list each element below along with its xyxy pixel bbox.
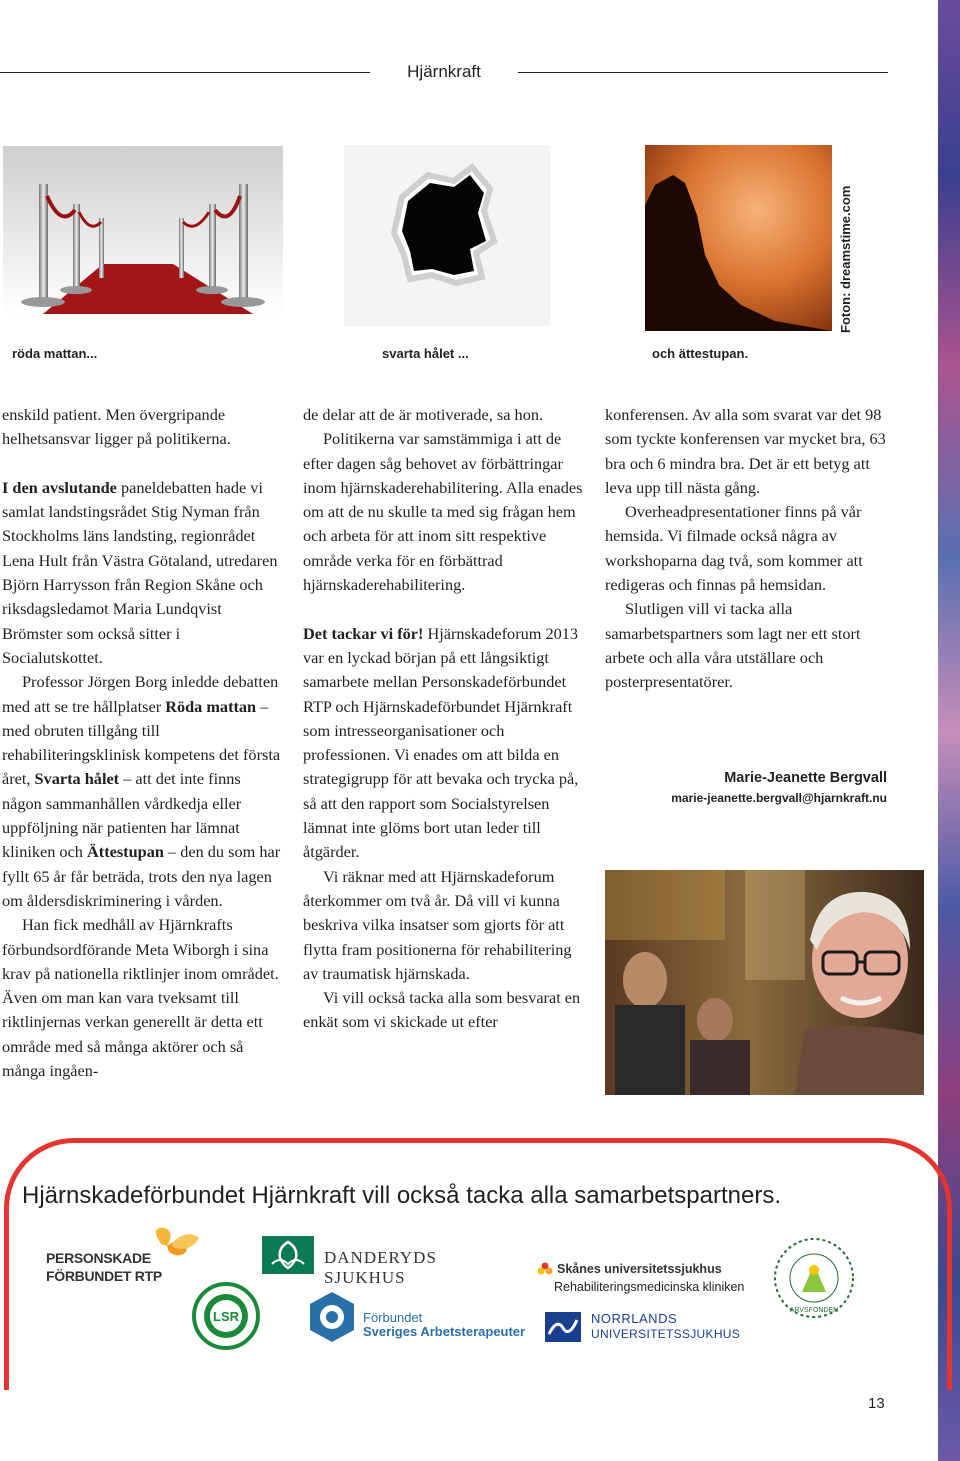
logo-forbundet-sveriges-arbetsterapeuter: Förbundet Sveriges Arbetsterapeuter bbox=[307, 1290, 517, 1350]
photo-credit: Foton: dreamstime.com bbox=[838, 185, 853, 333]
svg-text:ARVSFONDEN: ARVSFONDEN bbox=[789, 1307, 839, 1314]
logo-personskadeforbundet-rtp: PERSONSKADE FÖRBUNDET RTP bbox=[46, 1224, 216, 1286]
fsa-hexagon-icon bbox=[307, 1290, 357, 1344]
paragraph: Det tackar vi för! Hjärnskadeforum 2013 var en lyckad början på ett långsiktigt samarbete mellan Personskadeförbundet RTP och Hjärnskadeförbundet Hjärnkraft som intresseorganisationer och professionen. Vi enades om att bilda en strategigrupp för att bevaka och trycka på, så att den rapport som Socialstyrelsen lämnat inte glöms bort utan leder till åtgärder. bbox=[303, 623, 579, 862]
danderyd-emblem-icon bbox=[262, 1236, 314, 1274]
logo-danderyds-sjukhus: DANDERYDS SJUKHUS bbox=[262, 1236, 517, 1276]
paragraph: I den avslutande paneldebatten hade vi samlat landstingsrådet Stig Nyman från Stockholms läns landsting, regionrådet Lena Hult från Västra Götaland, utredaren Björn Harrysson från Region Skåne och riksdagsledamot Maria Lundqvist Brömster som också sitter i Socialutskottet. bbox=[2, 477, 278, 667]
photo-black-hole bbox=[344, 145, 550, 326]
lead-in: I den avslutande bbox=[2, 477, 117, 497]
photo-caption-red-carpet: röda mattan... bbox=[12, 346, 98, 361]
header-rule-right bbox=[518, 72, 888, 73]
term-svarta-halet: Svarta hålet bbox=[34, 769, 120, 789]
photo-caption-black-hole: svarta hålet ... bbox=[382, 346, 469, 361]
partner-heading: Hjärnskadeförbundet Hjärnkraft vill också tacka alla samarbetspartners. bbox=[22, 1182, 782, 1209]
term-attestupan: Ättestupan bbox=[87, 842, 164, 862]
page-number: 13 bbox=[868, 1395, 885, 1412]
logo-skanes-universitetssjukhus: Skånes universitetssjukhus Rehabiliteringsmedicinska kliniken bbox=[537, 1262, 757, 1296]
text-column-1 bbox=[2, 403, 284, 1083]
logo-lsr bbox=[190, 1282, 262, 1350]
author-email: marie-jeanette.bergvall@hjarnkraft.nu bbox=[671, 791, 887, 805]
svg-text:LSR: LSR bbox=[213, 1309, 239, 1324]
photo-red-carpet bbox=[3, 146, 283, 316]
paragraph: konferensen. Av alla som svarat var det 98 som tyckte konferensen var mycket bra, 63 bra och 6 mindra bra. Det är ett betyg att leva upp till nästa gång. bbox=[605, 405, 886, 497]
photo-caption-cliff: och ättestupan. bbox=[652, 346, 749, 361]
butterfly-icon bbox=[141, 1224, 221, 1264]
sus-flower-icon bbox=[537, 1262, 553, 1278]
running-header: Hjärnkraft bbox=[407, 62, 481, 81]
term-roda-mattan: Röda mattan bbox=[165, 696, 257, 716]
paragraph: Vi vill också tacka alla som besvarat en enkät som vi skickade ut efter bbox=[303, 988, 581, 1032]
text-column-2 bbox=[303, 403, 585, 1035]
photo-cliff bbox=[645, 145, 832, 331]
logo-arvsfonden bbox=[772, 1236, 856, 1320]
logo-norrlands-universitetssjukhus: NORRLANDS UNIVERSITETSSJUKHUS bbox=[545, 1310, 745, 1344]
paragraph: de delar att de är motiverade, sa hon. bbox=[303, 405, 544, 424]
photo-author-portrait bbox=[605, 870, 924, 1095]
lsr-seal-icon bbox=[190, 1282, 262, 1350]
arvsfonden-seal-icon bbox=[772, 1236, 856, 1320]
paragraph: Slutligen vill vi tacka alla samarbetspartners som lagt ner ett stort arbete och alla våra utställare och posterpresentatörer. bbox=[605, 599, 861, 692]
paragraph: Overheadpresentationer finns på vår hemsida. Vi filmade också några av workshoparna dag två, som kommer att redigeras och finnas på hemsidan. bbox=[605, 502, 863, 595]
header-rule-left bbox=[0, 72, 370, 73]
author-signature bbox=[605, 768, 887, 808]
paragraph: Vi räknar med att Hjärnskadeforum återkommer om två år. Då vill vi kunna beskriva vilka insatser som gjorts för att flytta fram positionerna för rehabilitering av traumatisk hjärnskada. bbox=[303, 866, 572, 983]
paragraph: Politikerna var samstämmiga i att de efter dagen såg behovet av förbättringar inom hjärnskaderehabilitering. Alla enades om att de nu skulle ta med sig frågan hem och arbeta för att inom sitt respektive område verka för en förbättrad hjärnskaderehabilitering. bbox=[303, 429, 583, 595]
paragraph: Han fick medhåll av Hjärnkrafts förbundsordförande Meta Wiborgh i sina krav på nationella riktlinjer inom området. Även om man kan vara tveksamt till riktlinjernas verkan generellt är detta ett område med så många aktörer och så många ingåen- bbox=[2, 915, 279, 1081]
lead-in: Det tackar vi för! bbox=[303, 623, 424, 643]
author-name: Marie-Jeanette Bergvall bbox=[724, 770, 887, 786]
nus-wave-icon bbox=[545, 1312, 581, 1342]
paragraph: Professor Jörgen Borg inledde debatten med att se tre hållplatser Röda mattan – med obruten tillgång till rehabiliteringsklinisk kompetens det första året, Svarta hålet – att det inte finns någon sammanhållen vårdkedja eller uppföljning när patienten har lämnat kliniken och Ättestupan – den du som har fyllt 65 år får beträda, trots den nya lagen om åldersdiskriminering i vården. bbox=[2, 672, 281, 910]
text-column-3 bbox=[605, 403, 887, 695]
paragraph: enskild patient. Men övergripande helhetsansvar ligger på politikerna. bbox=[2, 405, 231, 449]
